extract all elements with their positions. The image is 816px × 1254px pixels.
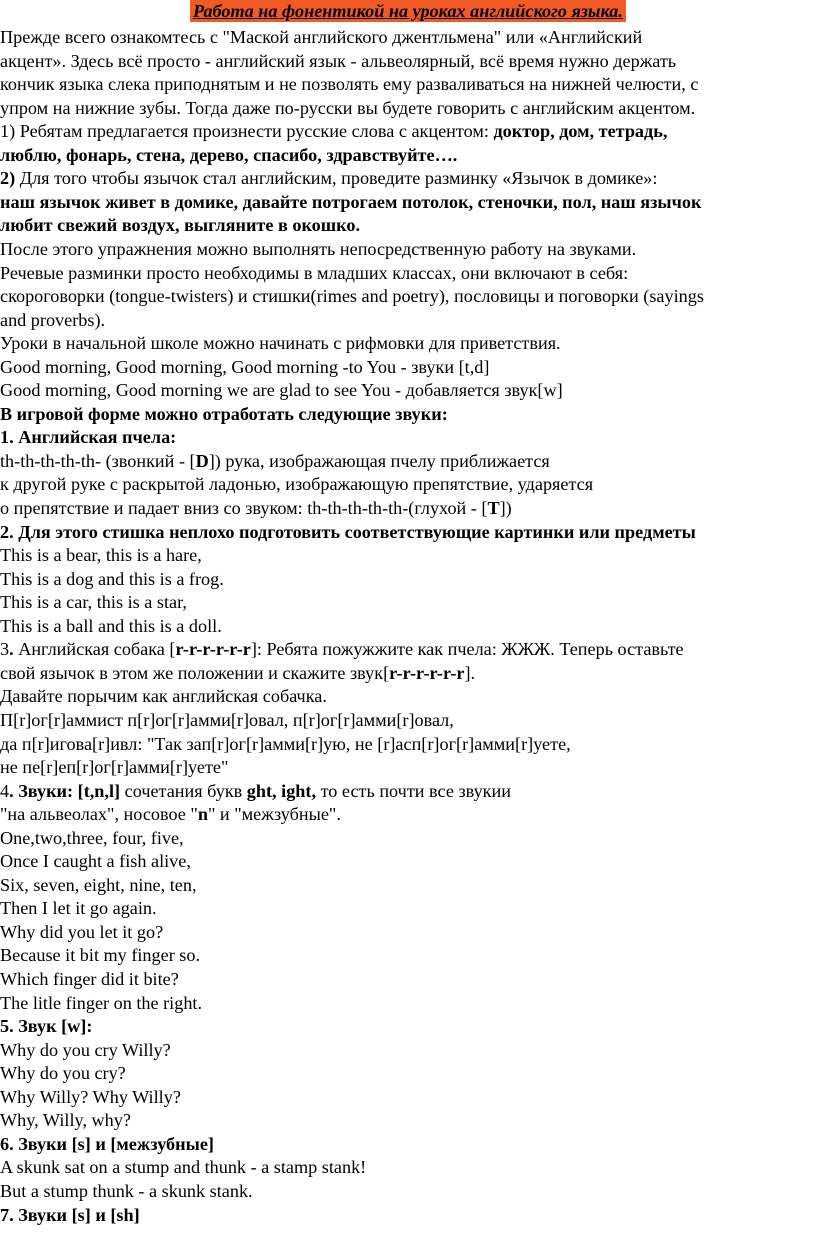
text-run: This is a car, this is a star,	[0, 592, 187, 613]
text-line	[0, 120, 667, 142]
text-run: th-th-th-th-th- (звонкий - [	[0, 450, 196, 471]
text-run: скороговорки (tongue-twisters) и стишки(rimes and poetry), пословицы и поговорки (sayings	[0, 286, 704, 307]
text-run: не пе[r]еп[r]ог[r]амми[r]уете"	[0, 757, 229, 778]
text-line	[0, 238, 636, 260]
bold-text: 2)	[0, 168, 16, 189]
text-run: к другой руке с раскрытой ладонью, изображающую препятствие, ударяется	[0, 474, 594, 495]
text-run: But a stump thunk - a skunk stank.	[0, 1180, 253, 1201]
text-line	[0, 521, 696, 543]
text-line	[0, 921, 163, 943]
text-line	[0, 191, 701, 213]
text-line	[0, 73, 698, 95]
bold-text: наш язычок живет в домике, давайте потрогаем потолок, стеночки, пол, наш язычок	[0, 191, 702, 212]
text-line	[0, 379, 563, 401]
text-line	[0, 356, 489, 378]
text-run: Six, seven, eight, nine, ten,	[0, 874, 197, 895]
text-line	[0, 1086, 181, 1108]
text-line	[0, 544, 202, 566]
bold-text: 5. Звук [w]:	[0, 1016, 93, 1037]
text-line	[0, 1109, 131, 1131]
text-line	[0, 874, 197, 896]
text-run: Once I caught a fish alive,	[0, 851, 191, 872]
text-run: Why do you cry?	[0, 1063, 126, 1084]
text-run: Why, Willy, why?	[0, 1110, 131, 1131]
bold-text: 1. Английская пчела:	[0, 427, 177, 448]
text-line	[0, 897, 157, 919]
text-line	[0, 285, 704, 307]
text-run: 3	[0, 639, 10, 660]
text-line	[0, 473, 593, 495]
text-run: ])	[499, 498, 512, 518]
text-run: This is a dog and this is a frog.	[0, 568, 224, 589]
text-line	[0, 403, 448, 425]
text-line	[0, 709, 454, 731]
text-run: о препятствие и падает вниз со звуком: th-th-th-th-th-(глухой - [	[0, 498, 488, 518]
text-line	[0, 1062, 126, 1084]
text-line	[0, 638, 684, 660]
text-line	[0, 309, 105, 331]
text-run: This is a ball and this is a doll.	[0, 615, 222, 636]
bold-text: T	[487, 498, 500, 518]
text-run: Уроки в начальной школе можно начинать с рифмовки для приветствия.	[0, 333, 561, 354]
text-run: свой язычок в этом же положении и скажите звук[	[0, 662, 390, 683]
text-run: and proverbs).	[0, 309, 106, 330]
text-run: Речевые разминки просто необходимы в младших классах, они включают в себя:	[0, 262, 629, 283]
text-line	[0, 262, 628, 284]
bold-text: люблю, фонарь, стена, дерево, спасибо, здравствуйте….	[0, 144, 458, 165]
text-run: упром на нижние зубы. Тогда даже по-русски вы будете говорить с английским акцентом.	[0, 97, 696, 118]
text-line	[0, 591, 187, 613]
bold-text: 6. Звуки [s] и [межзубные]	[0, 1133, 214, 1154]
text-line	[0, 1133, 214, 1155]
bold-text: ght, ight,	[246, 780, 317, 801]
bold-text: 7. Звуки [s] и [sh]	[0, 1204, 140, 1225]
text-line	[0, 450, 550, 472]
text-line	[0, 214, 360, 236]
text-line	[0, 685, 327, 707]
text-line	[0, 803, 341, 825]
bold-text: любит свежий воздух, выгляните в окошко.	[0, 215, 361, 236]
text-run: акцент». Здесь всё просто - английский язык - альвеолярный, всё время нужно держать	[0, 50, 677, 71]
text-line	[0, 1015, 92, 1037]
bold-text: В игровой форме можно отработать следующие звуки:	[0, 403, 448, 424]
text-run: "на альвеолах", носовое "	[0, 804, 198, 825]
bold-text: 2. Для этого стишка неплохо подготовить соответствующие картинки или предметы	[0, 521, 696, 542]
text-run: Good morning, Good morning we are glad to see You - добавляется звук[w]	[0, 380, 563, 401]
text-run: 1) Ребятам предлагается произнести русские слова с акцентом:	[0, 121, 494, 142]
text-run: Then I let it go again.	[0, 898, 157, 919]
text-line	[0, 97, 695, 119]
bold-text: D	[195, 450, 209, 471]
text-line	[0, 850, 191, 872]
text-run: ].	[464, 662, 476, 683]
text-run: This is a bear, this is a hare,	[0, 545, 202, 566]
text-run: One,two,three, four, five,	[0, 827, 184, 848]
text-run: ]: Ребята пожужжите как пчела: ЖЖЖ. Теперь оставьте	[250, 639, 684, 660]
text-run: Why do you cry Willy?	[0, 1039, 171, 1060]
document-title: Работа на фонентикой на уроках английского языка.	[190, 0, 626, 22]
text-line	[0, 733, 571, 755]
text-line	[0, 332, 561, 354]
text-run: The litle finger on the right.	[0, 992, 203, 1013]
text-line	[0, 144, 457, 166]
text-line	[0, 827, 184, 849]
text-line	[0, 426, 176, 448]
text-line	[0, 780, 511, 802]
text-line	[0, 992, 202, 1014]
text-line	[0, 1180, 253, 1202]
text-run: Why Willy? Why Willy?	[0, 1086, 181, 1107]
text-run: кончик языка слека приподнятым и не позволять ему разваливаться на нижней челюсти, с	[0, 74, 699, 95]
bold-text: n	[197, 804, 208, 825]
bold-text: .	[9, 639, 14, 660]
text-line	[0, 1204, 140, 1226]
text-run: ]) рука, изображающая пчелу приближается	[208, 450, 550, 471]
text-run: A skunk sat on a stump and thunk - a stamp stank!	[0, 1157, 367, 1178]
text-run: Прежде всего ознакомтесь с "Маской английского джентльмена" или «Английский	[0, 27, 643, 47]
text-line	[0, 26, 642, 48]
text-run: 4	[0, 780, 10, 801]
text-line	[0, 968, 179, 990]
text-run: П[r]ог[r]аммист п[r]ог[r]амми[r]овал, п[r]ог[r]амми[r]овал,	[0, 709, 454, 730]
text-run: Why did you let it go?	[0, 921, 164, 942]
text-run: " и "межзубные".	[207, 804, 341, 825]
text-run: Good morning, Good morning, Good morning -to You - звуки [t,d]	[0, 356, 490, 377]
bold-text: доктор, дом, тетрадь,	[493, 121, 668, 142]
text-run: да п[r]игова[r]ивл: "Так зап[r]ог[r]амми[r]ую, не [r]асп[r]ог[r]амми[r]уете,	[0, 733, 571, 754]
text-line	[0, 756, 228, 778]
bold-text: . Звуки: [t,n,l]	[9, 780, 121, 801]
text-run: Английская собака [	[13, 639, 176, 660]
text-run: После этого упражнения можно выполнять непосредственную работу на звуками.	[0, 238, 637, 259]
bold-text: r-r-r-r-r-r	[175, 639, 251, 660]
bold-text: r-r-r-r-r-r	[389, 662, 465, 683]
text-run: Because it bit my finger so.	[0, 945, 201, 966]
text-line	[0, 167, 657, 189]
text-line	[0, 944, 200, 966]
text-run: Давайте порычим как английская собачка.	[0, 686, 327, 707]
text-run: то есть почти все звукии	[316, 780, 511, 801]
text-line	[0, 615, 222, 637]
text-line	[0, 662, 475, 684]
text-line	[0, 1156, 366, 1178]
text-line	[0, 497, 512, 519]
text-line	[0, 50, 676, 72]
text-line	[0, 1039, 171, 1061]
title-row	[0, 0, 816, 22]
text-run: сочетания букв	[120, 780, 247, 801]
text-run: Для того чтобы язычок стал английским, проведите разминку «Язычок в домике»:	[15, 168, 658, 189]
text-line	[0, 568, 224, 590]
text-run: Which finger did it bite?	[0, 969, 179, 989]
